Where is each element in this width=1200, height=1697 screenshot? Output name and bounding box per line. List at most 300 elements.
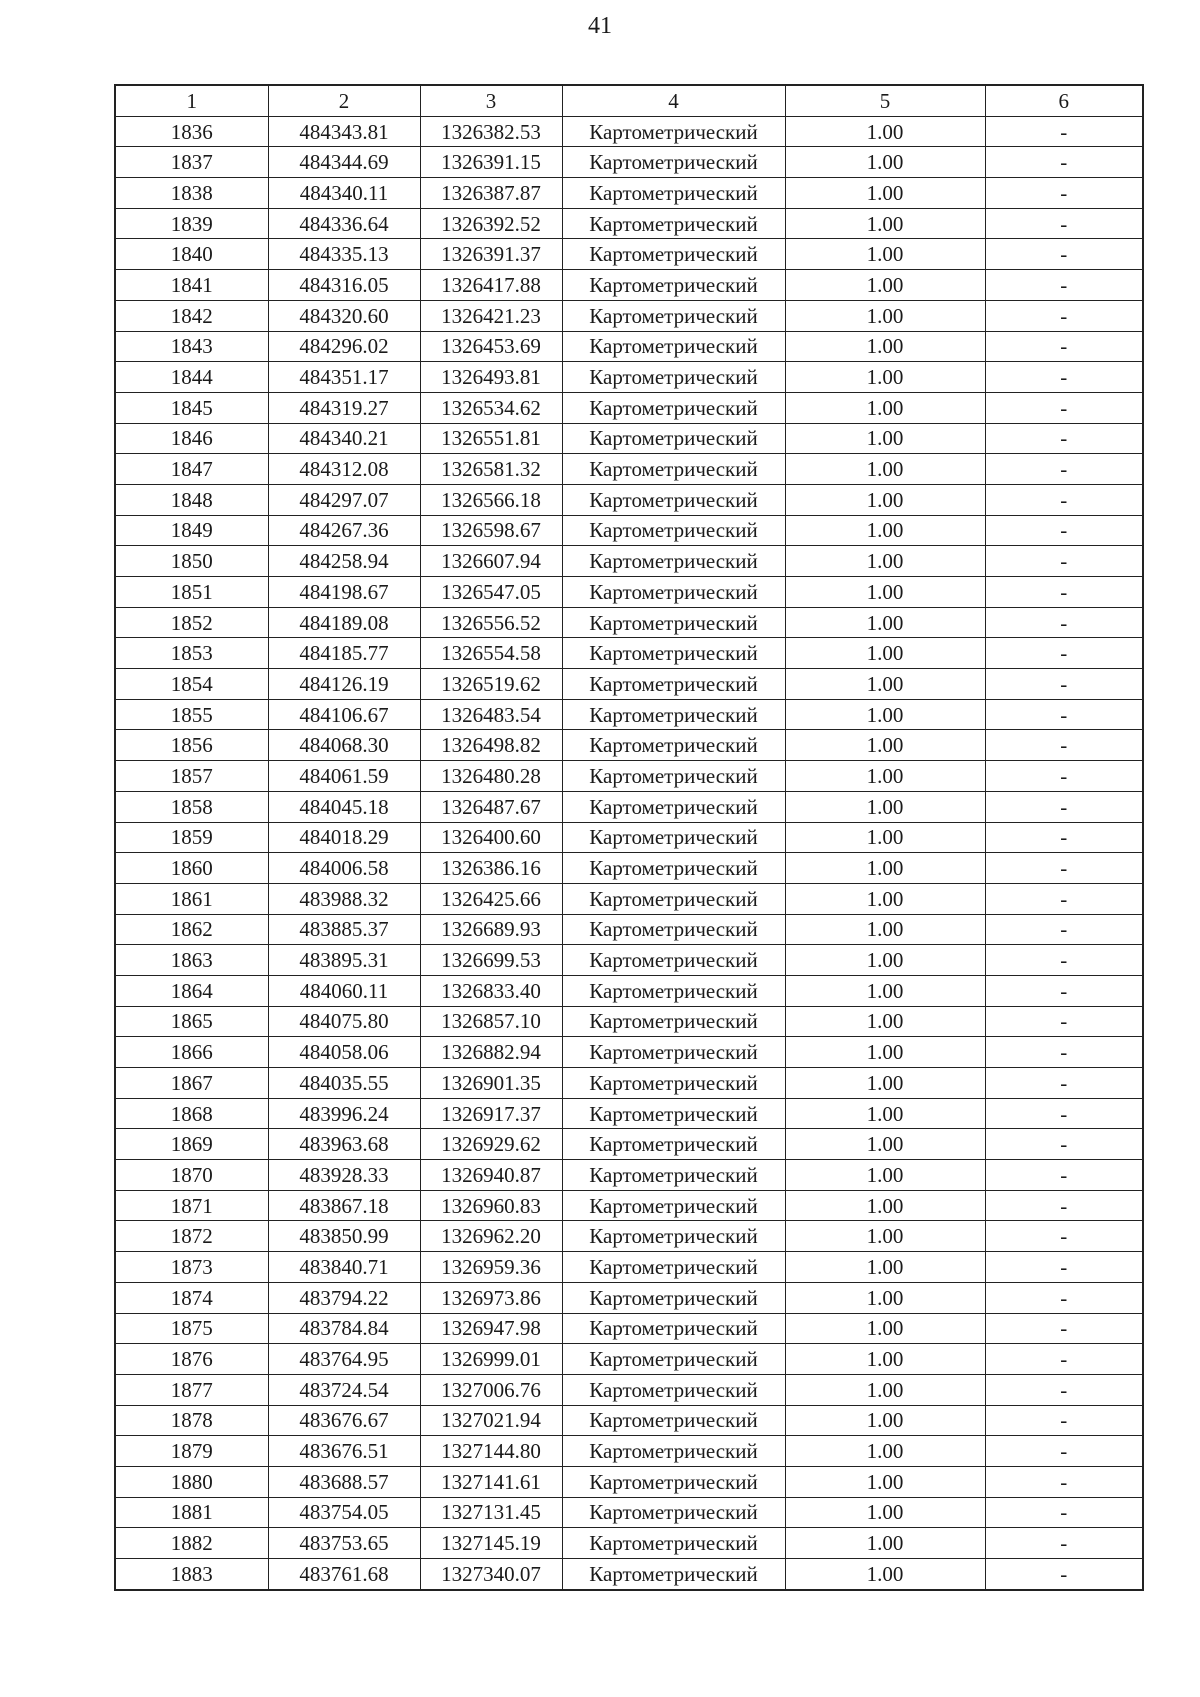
x-coordinate-cell: 484258.94 xyxy=(268,546,420,577)
method-cell: Картометрический xyxy=(562,1466,785,1497)
x-coordinate-cell: 484035.55 xyxy=(268,1068,420,1099)
x-coordinate-cell: 484336.64 xyxy=(268,208,420,239)
column-header: 1 xyxy=(115,85,268,116)
accuracy-cell: 1.00 xyxy=(785,1252,985,1283)
accuracy-cell: 1.00 xyxy=(785,1466,985,1497)
y-coordinate-cell: 1326947.98 xyxy=(420,1313,562,1344)
x-coordinate-cell: 484316.05 xyxy=(268,270,420,301)
description-cell: - xyxy=(985,392,1143,423)
description-cell: - xyxy=(985,1344,1143,1375)
x-coordinate-cell: 483761.68 xyxy=(268,1559,420,1590)
y-coordinate-cell: 1326857.10 xyxy=(420,1006,562,1037)
method-cell: Картометрический xyxy=(562,1559,785,1590)
point-number-cell: 1872 xyxy=(115,1221,268,1252)
table-row xyxy=(115,638,1143,669)
accuracy-cell: 1.00 xyxy=(785,883,985,914)
point-number-cell: 1851 xyxy=(115,577,268,608)
point-number-cell: 1837 xyxy=(115,147,268,178)
method-cell: Картометрический xyxy=(562,1405,785,1436)
table-row xyxy=(115,1068,1143,1099)
point-number-cell: 1868 xyxy=(115,1098,268,1129)
y-coordinate-cell: 1326453.69 xyxy=(420,331,562,362)
x-coordinate-cell: 484340.21 xyxy=(268,423,420,454)
y-coordinate-cell: 1326581.32 xyxy=(420,454,562,485)
method-cell: Картометрический xyxy=(562,945,785,976)
point-number-cell: 1846 xyxy=(115,423,268,454)
method-cell: Картометрический xyxy=(562,1221,785,1252)
method-cell: Картометрический xyxy=(562,730,785,761)
point-number-cell: 1871 xyxy=(115,1190,268,1221)
description-cell: - xyxy=(985,1098,1143,1129)
method-cell: Картометрический xyxy=(562,1313,785,1344)
point-number-cell: 1843 xyxy=(115,331,268,362)
x-coordinate-cell: 483764.95 xyxy=(268,1344,420,1375)
method-cell: Картометрический xyxy=(562,116,785,147)
table-row xyxy=(115,1006,1143,1037)
method-cell: Картометрический xyxy=(562,392,785,423)
x-coordinate-cell: 483676.51 xyxy=(268,1436,420,1467)
y-coordinate-cell: 1326598.67 xyxy=(420,515,562,546)
description-cell: - xyxy=(985,669,1143,700)
method-cell: Картометрический xyxy=(562,853,785,884)
x-coordinate-cell: 483988.32 xyxy=(268,883,420,914)
accuracy-cell: 1.00 xyxy=(785,1436,985,1467)
method-cell: Картометрический xyxy=(562,1006,785,1037)
point-number-cell: 1859 xyxy=(115,822,268,853)
point-number-cell: 1842 xyxy=(115,300,268,331)
description-cell: - xyxy=(985,1037,1143,1068)
table-row xyxy=(115,515,1143,546)
accuracy-cell: 1.00 xyxy=(785,853,985,884)
description-cell: - xyxy=(985,239,1143,270)
accuracy-cell: 1.00 xyxy=(785,331,985,362)
accuracy-cell: 1.00 xyxy=(785,147,985,178)
y-coordinate-cell: 1326699.53 xyxy=(420,945,562,976)
method-cell: Картометрический xyxy=(562,270,785,301)
accuracy-cell: 1.00 xyxy=(785,699,985,730)
method-cell: Картометрический xyxy=(562,1374,785,1405)
point-number-cell: 1878 xyxy=(115,1405,268,1436)
description-cell: - xyxy=(985,546,1143,577)
y-coordinate-cell: 1327340.07 xyxy=(420,1559,562,1590)
table-row xyxy=(115,362,1143,393)
description-cell: - xyxy=(985,1436,1143,1467)
method-cell: Картометрический xyxy=(562,669,785,700)
point-number-cell: 1845 xyxy=(115,392,268,423)
y-coordinate-cell: 1326833.40 xyxy=(420,975,562,1006)
description-cell: - xyxy=(985,883,1143,914)
y-coordinate-cell: 1326487.67 xyxy=(420,791,562,822)
description-cell: - xyxy=(985,1559,1143,1590)
accuracy-cell: 1.00 xyxy=(785,1374,985,1405)
description-cell: - xyxy=(985,1528,1143,1559)
accuracy-cell: 1.00 xyxy=(785,1037,985,1068)
description-cell: - xyxy=(985,147,1143,178)
y-coordinate-cell: 1326417.88 xyxy=(420,270,562,301)
accuracy-cell: 1.00 xyxy=(785,392,985,423)
x-coordinate-cell: 484018.29 xyxy=(268,822,420,853)
table-row xyxy=(115,300,1143,331)
table-row xyxy=(115,392,1143,423)
table-row xyxy=(115,1497,1143,1528)
point-number-cell: 1862 xyxy=(115,914,268,945)
x-coordinate-cell: 483885.37 xyxy=(268,914,420,945)
description-cell: - xyxy=(985,699,1143,730)
description-cell: - xyxy=(985,730,1143,761)
description-cell: - xyxy=(985,975,1143,1006)
table-row xyxy=(115,1466,1143,1497)
point-number-cell: 1877 xyxy=(115,1374,268,1405)
method-cell: Картометрический xyxy=(562,822,785,853)
table-row xyxy=(115,791,1143,822)
table-row xyxy=(115,883,1143,914)
method-cell: Картометрический xyxy=(562,791,785,822)
description-cell: - xyxy=(985,853,1143,884)
method-cell: Картометрический xyxy=(562,914,785,945)
accuracy-cell: 1.00 xyxy=(785,791,985,822)
x-coordinate-cell: 483676.67 xyxy=(268,1405,420,1436)
description-cell: - xyxy=(985,791,1143,822)
y-coordinate-cell: 1326534.62 xyxy=(420,392,562,423)
description-cell: - xyxy=(985,116,1143,147)
point-number-cell: 1860 xyxy=(115,853,268,884)
y-coordinate-cell: 1326962.20 xyxy=(420,1221,562,1252)
x-coordinate-cell: 484320.60 xyxy=(268,300,420,331)
accuracy-cell: 1.00 xyxy=(785,1221,985,1252)
method-cell: Картометрический xyxy=(562,454,785,485)
y-coordinate-cell: 1326929.62 xyxy=(420,1129,562,1160)
description-cell: - xyxy=(985,362,1143,393)
point-number-cell: 1879 xyxy=(115,1436,268,1467)
accuracy-cell: 1.00 xyxy=(785,178,985,209)
point-number-cell: 1836 xyxy=(115,116,268,147)
y-coordinate-cell: 1326493.81 xyxy=(420,362,562,393)
accuracy-cell: 1.00 xyxy=(785,484,985,515)
y-coordinate-cell: 1326400.60 xyxy=(420,822,562,853)
method-cell: Картометрический xyxy=(562,423,785,454)
accuracy-cell: 1.00 xyxy=(785,546,985,577)
method-cell: Картометрический xyxy=(562,178,785,209)
description-cell: - xyxy=(985,423,1143,454)
table-row xyxy=(115,761,1143,792)
table-body xyxy=(115,116,1143,1590)
description-cell: - xyxy=(985,638,1143,669)
accuracy-cell: 1.00 xyxy=(785,607,985,638)
accuracy-cell: 1.00 xyxy=(785,1313,985,1344)
table-row xyxy=(115,1405,1143,1436)
x-coordinate-cell: 484351.17 xyxy=(268,362,420,393)
x-coordinate-cell: 484267.36 xyxy=(268,515,420,546)
y-coordinate-cell: 1326999.01 xyxy=(420,1344,562,1375)
table-row xyxy=(115,1160,1143,1191)
x-coordinate-cell: 484340.11 xyxy=(268,178,420,209)
method-cell: Картометрический xyxy=(562,638,785,669)
point-number-cell: 1858 xyxy=(115,791,268,822)
method-cell: Картометрический xyxy=(562,699,785,730)
y-coordinate-cell: 1326547.05 xyxy=(420,577,562,608)
description-cell: - xyxy=(985,1282,1143,1313)
accuracy-cell: 1.00 xyxy=(785,1528,985,1559)
method-cell: Картометрический xyxy=(562,1282,785,1313)
y-coordinate-cell: 1326519.62 xyxy=(420,669,562,700)
y-coordinate-cell: 1326498.82 xyxy=(420,730,562,761)
y-coordinate-cell: 1326392.52 xyxy=(420,208,562,239)
point-number-cell: 1883 xyxy=(115,1559,268,1590)
point-number-cell: 1873 xyxy=(115,1252,268,1283)
y-coordinate-cell: 1327006.76 xyxy=(420,1374,562,1405)
method-cell: Картометрический xyxy=(562,147,785,178)
x-coordinate-cell: 484185.77 xyxy=(268,638,420,669)
point-number-cell: 1840 xyxy=(115,239,268,270)
description-cell: - xyxy=(985,761,1143,792)
x-coordinate-cell: 484126.19 xyxy=(268,669,420,700)
y-coordinate-cell: 1326387.87 xyxy=(420,178,562,209)
description-cell: - xyxy=(985,1405,1143,1436)
y-coordinate-cell: 1326382.53 xyxy=(420,116,562,147)
point-number-cell: 1856 xyxy=(115,730,268,761)
table-row xyxy=(115,1344,1143,1375)
description-cell: - xyxy=(985,1068,1143,1099)
point-number-cell: 1874 xyxy=(115,1282,268,1313)
y-coordinate-cell: 1326959.36 xyxy=(420,1252,562,1283)
y-coordinate-cell: 1327145.19 xyxy=(420,1528,562,1559)
accuracy-cell: 1.00 xyxy=(785,1344,985,1375)
description-cell: - xyxy=(985,1497,1143,1528)
table-row xyxy=(115,730,1143,761)
table-row xyxy=(115,484,1143,515)
y-coordinate-cell: 1326973.86 xyxy=(420,1282,562,1313)
column-header: 6 xyxy=(985,85,1143,116)
description-cell: - xyxy=(985,1006,1143,1037)
coordinates-table xyxy=(114,84,1144,1591)
table-row xyxy=(115,1313,1143,1344)
table-row xyxy=(115,1374,1143,1405)
x-coordinate-cell: 484075.80 xyxy=(268,1006,420,1037)
accuracy-cell: 1.00 xyxy=(785,914,985,945)
accuracy-cell: 1.00 xyxy=(785,362,985,393)
table-row xyxy=(115,822,1143,853)
column-header: 3 xyxy=(420,85,562,116)
table-row xyxy=(115,546,1143,577)
table-row xyxy=(115,914,1143,945)
table-row xyxy=(115,1528,1143,1559)
table-row xyxy=(115,669,1143,700)
method-cell: Картометрический xyxy=(562,1528,785,1559)
x-coordinate-cell: 484189.08 xyxy=(268,607,420,638)
y-coordinate-cell: 1326566.18 xyxy=(420,484,562,515)
x-coordinate-cell: 484106.67 xyxy=(268,699,420,730)
x-coordinate-cell: 483840.71 xyxy=(268,1252,420,1283)
table-row xyxy=(115,1190,1143,1221)
point-number-cell: 1839 xyxy=(115,208,268,239)
method-cell: Картометрический xyxy=(562,331,785,362)
table-row xyxy=(115,1037,1143,1068)
table-row xyxy=(115,1252,1143,1283)
table-row xyxy=(115,178,1143,209)
method-cell: Картометрический xyxy=(562,1497,785,1528)
accuracy-cell: 1.00 xyxy=(785,1160,985,1191)
table-row xyxy=(115,208,1143,239)
description-cell: - xyxy=(985,454,1143,485)
x-coordinate-cell: 483784.84 xyxy=(268,1313,420,1344)
point-number-cell: 1838 xyxy=(115,178,268,209)
column-header: 2 xyxy=(268,85,420,116)
accuracy-cell: 1.00 xyxy=(785,945,985,976)
description-cell: - xyxy=(985,178,1143,209)
accuracy-cell: 1.00 xyxy=(785,1405,985,1436)
description-cell: - xyxy=(985,1160,1143,1191)
accuracy-cell: 1.00 xyxy=(785,1068,985,1099)
accuracy-cell: 1.00 xyxy=(785,515,985,546)
description-cell: - xyxy=(985,300,1143,331)
x-coordinate-cell: 483928.33 xyxy=(268,1160,420,1191)
accuracy-cell: 1.00 xyxy=(785,1190,985,1221)
y-coordinate-cell: 1326917.37 xyxy=(420,1098,562,1129)
description-cell: - xyxy=(985,822,1143,853)
description-cell: - xyxy=(985,1190,1143,1221)
y-coordinate-cell: 1326554.58 xyxy=(420,638,562,669)
y-coordinate-cell: 1326689.93 xyxy=(420,914,562,945)
method-cell: Картометрический xyxy=(562,883,785,914)
accuracy-cell: 1.00 xyxy=(785,975,985,1006)
accuracy-cell: 1.00 xyxy=(785,270,985,301)
table-row xyxy=(115,853,1143,884)
description-cell: - xyxy=(985,914,1143,945)
accuracy-cell: 1.00 xyxy=(785,761,985,792)
method-cell: Картометрический xyxy=(562,1037,785,1068)
table-row xyxy=(115,116,1143,147)
y-coordinate-cell: 1327131.45 xyxy=(420,1497,562,1528)
x-coordinate-cell: 484058.06 xyxy=(268,1037,420,1068)
column-header: 5 xyxy=(785,85,985,116)
x-coordinate-cell: 483867.18 xyxy=(268,1190,420,1221)
description-cell: - xyxy=(985,1374,1143,1405)
table-row xyxy=(115,331,1143,362)
method-cell: Картометрический xyxy=(562,515,785,546)
point-number-cell: 1876 xyxy=(115,1344,268,1375)
point-number-cell: 1855 xyxy=(115,699,268,730)
x-coordinate-cell: 484312.08 xyxy=(268,454,420,485)
y-coordinate-cell: 1326551.81 xyxy=(420,423,562,454)
point-number-cell: 1852 xyxy=(115,607,268,638)
x-coordinate-cell: 484061.59 xyxy=(268,761,420,792)
point-number-cell: 1875 xyxy=(115,1313,268,1344)
point-number-cell: 1870 xyxy=(115,1160,268,1191)
y-coordinate-cell: 1326425.66 xyxy=(420,883,562,914)
point-number-cell: 1861 xyxy=(115,883,268,914)
method-cell: Картометрический xyxy=(562,1190,785,1221)
accuracy-cell: 1.00 xyxy=(785,1559,985,1590)
table-row xyxy=(115,1221,1143,1252)
y-coordinate-cell: 1326480.28 xyxy=(420,761,562,792)
x-coordinate-cell: 484319.27 xyxy=(268,392,420,423)
accuracy-cell: 1.00 xyxy=(785,454,985,485)
table-row xyxy=(115,607,1143,638)
table-row xyxy=(115,1282,1143,1313)
method-cell: Картометрический xyxy=(562,1252,785,1283)
table-row xyxy=(115,1098,1143,1129)
point-number-cell: 1849 xyxy=(115,515,268,546)
table-row xyxy=(115,577,1143,608)
method-cell: Картометрический xyxy=(562,577,785,608)
point-number-cell: 1847 xyxy=(115,454,268,485)
x-coordinate-cell: 483850.99 xyxy=(268,1221,420,1252)
point-number-cell: 1854 xyxy=(115,669,268,700)
description-cell: - xyxy=(985,1252,1143,1283)
description-cell: - xyxy=(985,515,1143,546)
x-coordinate-cell: 483753.65 xyxy=(268,1528,420,1559)
table-row xyxy=(115,1436,1143,1467)
method-cell: Картометрический xyxy=(562,1098,785,1129)
x-coordinate-cell: 483724.54 xyxy=(268,1374,420,1405)
accuracy-cell: 1.00 xyxy=(785,300,985,331)
accuracy-cell: 1.00 xyxy=(785,1282,985,1313)
point-number-cell: 1841 xyxy=(115,270,268,301)
x-coordinate-cell: 484006.58 xyxy=(268,853,420,884)
method-cell: Картометрический xyxy=(562,761,785,792)
point-number-cell: 1869 xyxy=(115,1129,268,1160)
y-coordinate-cell: 1326940.87 xyxy=(420,1160,562,1191)
method-cell: Картометрический xyxy=(562,484,785,515)
description-cell: - xyxy=(985,208,1143,239)
description-cell: - xyxy=(985,270,1143,301)
x-coordinate-cell: 484198.67 xyxy=(268,577,420,608)
y-coordinate-cell: 1327144.80 xyxy=(420,1436,562,1467)
x-coordinate-cell: 484045.18 xyxy=(268,791,420,822)
y-coordinate-cell: 1326882.94 xyxy=(420,1037,562,1068)
y-coordinate-cell: 1326960.83 xyxy=(420,1190,562,1221)
accuracy-cell: 1.00 xyxy=(785,822,985,853)
point-number-cell: 1864 xyxy=(115,975,268,1006)
y-coordinate-cell: 1326483.54 xyxy=(420,699,562,730)
x-coordinate-cell: 483996.24 xyxy=(268,1098,420,1129)
y-coordinate-cell: 1326556.52 xyxy=(420,607,562,638)
description-cell: - xyxy=(985,1466,1143,1497)
x-coordinate-cell: 484344.69 xyxy=(268,147,420,178)
table-row xyxy=(115,1129,1143,1160)
method-cell: Картометрический xyxy=(562,362,785,393)
method-cell: Картометрический xyxy=(562,1160,785,1191)
point-number-cell: 1880 xyxy=(115,1466,268,1497)
x-coordinate-cell: 483794.22 xyxy=(268,1282,420,1313)
y-coordinate-cell: 1327141.61 xyxy=(420,1466,562,1497)
table-header-row xyxy=(115,85,1143,116)
accuracy-cell: 1.00 xyxy=(785,239,985,270)
method-cell: Картометрический xyxy=(562,546,785,577)
y-coordinate-cell: 1326391.15 xyxy=(420,147,562,178)
table-row xyxy=(115,270,1143,301)
x-coordinate-cell: 483895.31 xyxy=(268,945,420,976)
description-cell: - xyxy=(985,577,1143,608)
method-cell: Картометрический xyxy=(562,607,785,638)
point-number-cell: 1882 xyxy=(115,1528,268,1559)
point-number-cell: 1865 xyxy=(115,1006,268,1037)
description-cell: - xyxy=(985,331,1143,362)
accuracy-cell: 1.00 xyxy=(785,638,985,669)
method-cell: Картометрический xyxy=(562,239,785,270)
y-coordinate-cell: 1326607.94 xyxy=(420,546,562,577)
table-row xyxy=(115,1559,1143,1590)
method-cell: Картометрический xyxy=(562,300,785,331)
y-coordinate-cell: 1327021.94 xyxy=(420,1405,562,1436)
method-cell: Картометрический xyxy=(562,1344,785,1375)
accuracy-cell: 1.00 xyxy=(785,1497,985,1528)
description-cell: - xyxy=(985,1129,1143,1160)
accuracy-cell: 1.00 xyxy=(785,577,985,608)
description-cell: - xyxy=(985,1313,1143,1344)
point-number-cell: 1867 xyxy=(115,1068,268,1099)
x-coordinate-cell: 483754.05 xyxy=(268,1497,420,1528)
